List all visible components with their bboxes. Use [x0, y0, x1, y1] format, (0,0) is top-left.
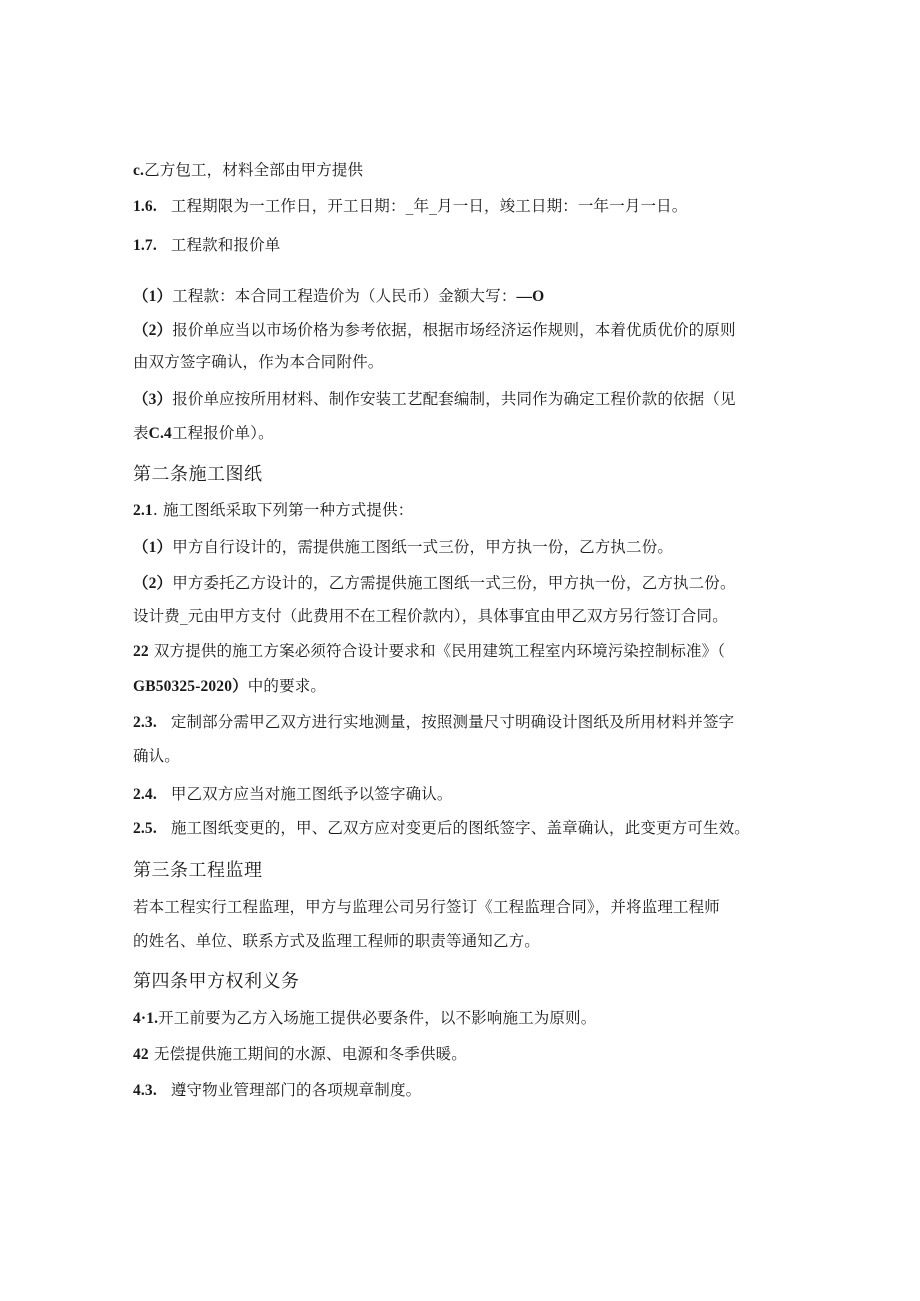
amount-blank: —O: [516, 288, 545, 305]
clause-number: 2.5.: [133, 820, 157, 837]
price-item-2-line-2: [133, 352, 383, 372]
price-item-2-line-1: [133, 320, 736, 341]
clause-text: 开工前要为乙方入场施工提供必要条件，以不影响施工为原则。: [158, 1009, 597, 1027]
clause-1-6: [133, 196, 687, 217]
clause-2-2-line-2: [133, 676, 326, 697]
item-text: 表: [133, 424, 149, 442]
table-reference: C.4: [148, 425, 172, 442]
item-number: （2）: [133, 322, 173, 339]
standard-code: GB50325-2020）: [133, 678, 248, 695]
item-text: 甲方委托乙方设计的，乙方需提供施工图纸一式三份，甲方执一份，乙方执二份。: [172, 574, 736, 592]
clause-text: 甲乙双方应当对施工图纸予以签字确认。: [170, 785, 453, 803]
clause-number: 1.6.: [133, 198, 157, 215]
clause-number: 2.3.: [133, 714, 157, 731]
clause-text: 中的要求。: [247, 677, 327, 695]
clause-2-5: [133, 818, 750, 839]
clause-number: 4.3.: [133, 1082, 157, 1099]
clause-text: 无偿提供施工期间的水源、电源和冬季供暖。: [153, 1045, 467, 1063]
clause-4-2: [133, 1044, 467, 1065]
item-number: （3）: [133, 391, 173, 408]
clause-number: 22: [133, 643, 149, 660]
item-text: 工程报价单）。: [171, 424, 274, 442]
item-text: 甲方自行设计的，需提供施工图纸一式三份，甲方执一份，乙方执二份。: [172, 538, 674, 556]
clause-text: 工程期限为一工作日，开工日期：_年_月一日，竣工日期：一年一月一日。: [170, 197, 688, 215]
clause-2-2-line-1: [133, 641, 725, 662]
paragraph-text: 若本工程实行工程监理，甲方与监理公司另行签订《工程监理合同》，并将监理工程师: [133, 898, 720, 916]
clause-1-7: [133, 235, 280, 256]
clause-2-3-line-2: [133, 746, 180, 766]
section-3-para-line-1: [133, 897, 720, 917]
item-text: 工程款：本合同工程造价为（人民币）金额大写：: [172, 287, 517, 305]
clause-number: 42: [133, 1046, 149, 1063]
item-text: 由双方签字确认，作为本合同附件。: [133, 353, 384, 371]
item-text: 报价单应按所用材料、制作安装工艺配套编制，共同作为确定工程价款的依据（见: [172, 390, 736, 408]
price-item-3-line-2: [133, 423, 274, 444]
section-heading-3: 第三条工程监理: [133, 860, 263, 881]
item-number: （1）: [133, 288, 173, 305]
item-text: 设计费_元由甲方支付（此费用不在工程价款内），具体事宜由甲乙双方另行签订合同。: [133, 607, 728, 625]
clause-text: 施工图纸变更的，甲、乙双方应对变更后的图纸签字、盖章确认，此变更方可生效。: [170, 819, 750, 837]
item-number: （1）: [133, 539, 173, 556]
price-item-1: [133, 286, 544, 307]
item-number: （2）: [133, 575, 173, 592]
clause-2-1: [133, 500, 413, 521]
clause-4-1: [133, 1008, 596, 1029]
item-text: 报价单应当以市场价格为参考依据，根据市场经济运作规则，本着优质优价的原则: [172, 321, 736, 339]
paragraph-text: 的姓名、单位、联系方式及监理工程师的职责等通知乙方。: [133, 932, 540, 950]
option-1: [133, 537, 673, 558]
clause-2-3-line-1: [133, 712, 734, 733]
clause-text: 遵守物业管理部门的各项规章制度。: [170, 1081, 422, 1099]
clause-c: [133, 160, 363, 181]
clause-text: 确认。: [133, 747, 180, 765]
option-2-line-2: [133, 606, 728, 626]
clause-2-4: [133, 784, 453, 805]
clause-text: . 施工图纸采取下列第一种方式提供：: [152, 501, 414, 519]
option-2-line-1: [133, 573, 736, 594]
clause-number: 4·1.: [133, 1010, 159, 1027]
clause-text: 乙方包工，材料全部由甲方提供: [144, 161, 364, 179]
clause-number: c.: [133, 162, 145, 179]
section-heading-2: 第二条施工图纸: [133, 464, 263, 485]
section-3-para-line-2: [133, 931, 540, 951]
section-heading-4: 第四条甲方权利义务: [133, 971, 300, 992]
price-item-3-line-1: [133, 389, 736, 410]
clause-text: 定制部分需甲乙双方进行实地测量，按照测量尺寸明确设计图纸及所用材料并签字: [170, 713, 735, 731]
clause-number: 1.7.: [133, 237, 157, 254]
clause-text: 双方提供的施工方案必须符合设计要求和《民用建筑工程室内环境污染控制标准》（: [153, 642, 726, 660]
clause-text: 工程款和报价单: [170, 236, 281, 254]
clause-number: 2.4.: [133, 786, 157, 803]
clause-number: 2.1: [133, 502, 153, 519]
clause-4-3: [133, 1080, 421, 1101]
